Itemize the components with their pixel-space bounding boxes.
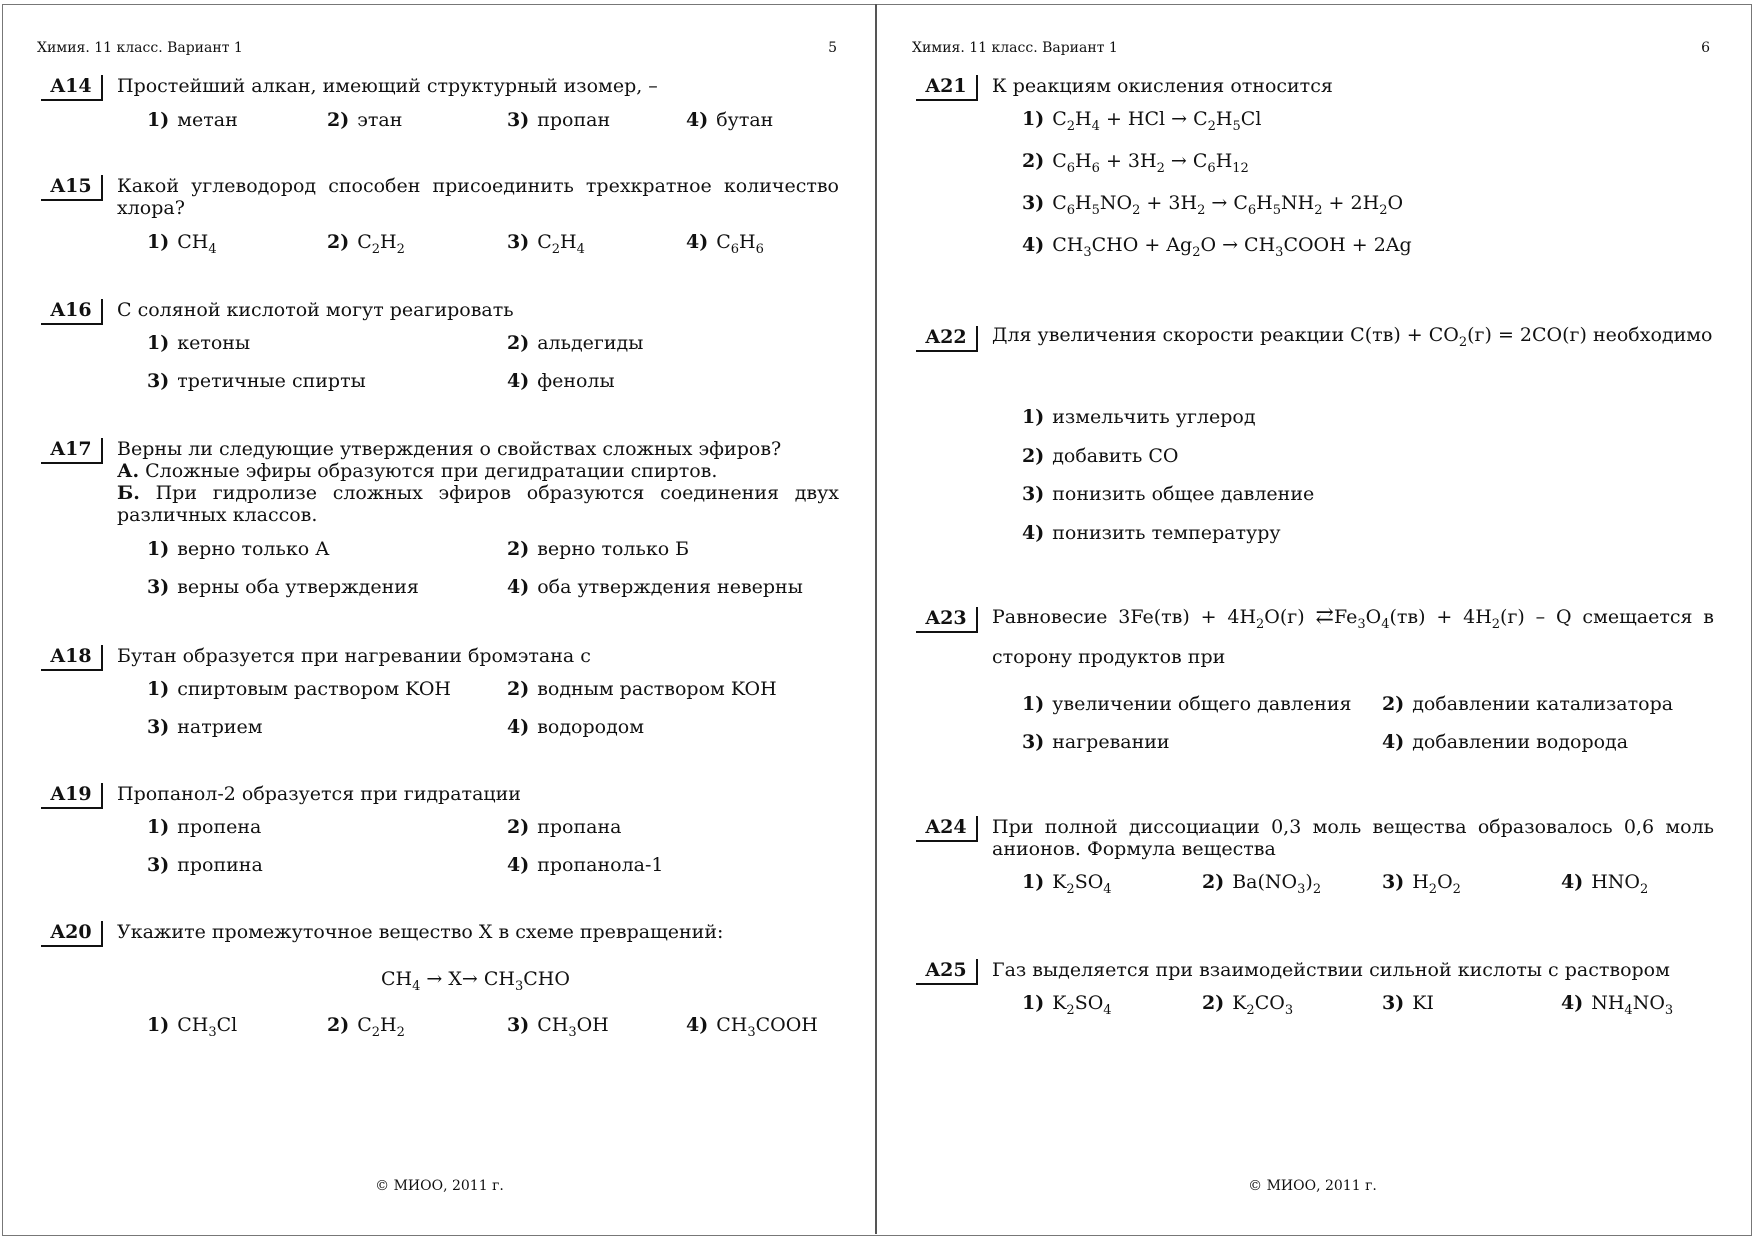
option-text: этан [357, 109, 403, 131]
option-formula: $C_2H_4$ [537, 231, 585, 257]
option-number: 3) [147, 370, 170, 392]
page-number: 5 [828, 40, 837, 56]
option-formula: $CH_3CHO + Ag_2O$ → $CH_3COOH + 2Ag$ [1052, 234, 1412, 260]
option-text: кетоны [177, 332, 251, 354]
option-text: метан [177, 109, 238, 131]
option-number: 2) [507, 538, 530, 560]
option-number: 4) [1022, 234, 1045, 256]
statement-b-label: Б. [117, 482, 140, 504]
option-number: 1) [1022, 108, 1045, 130]
option-text: понизить температуру [1052, 522, 1281, 544]
option-formula: $CH_3COOH$ [716, 1014, 818, 1040]
option-number: 2) [507, 332, 530, 354]
option-number: 4) [507, 716, 530, 738]
question-text: При полной диссоциации 0,3 моль вещества образовалось 0,6 моль анионов. Формула вещества [992, 816, 1714, 860]
option-number: 3) [1022, 192, 1045, 214]
option-number: 3) [147, 854, 170, 876]
option-number: 3) [507, 231, 530, 253]
option-number: 1) [1022, 406, 1045, 428]
option-text: фенолы [537, 370, 615, 392]
option-number: 3) [1022, 483, 1045, 505]
option-4[interactable] [1382, 731, 1628, 753]
option-number: 4) [507, 370, 530, 392]
option-2[interactable] [507, 816, 621, 838]
option-formula: $C_2H_4$ + HCl → $C_2H_5Cl$ [1052, 108, 1262, 134]
statement-b [117, 482, 839, 526]
option-2[interactable] [1382, 693, 1673, 715]
option-number: 4) [507, 576, 530, 598]
option-number: 3) [507, 1014, 530, 1036]
option-1[interactable] [147, 538, 330, 560]
page-header-title: Химия. 11 класс. Вариант 1 [912, 40, 1118, 56]
question-label: A19 [41, 783, 103, 809]
option-3[interactable] [147, 370, 366, 392]
page-footer: © МИОО, 2011 г. [1248, 1178, 1377, 1194]
option-number: 4) [1561, 871, 1584, 893]
left-page [4, 4, 875, 1234]
option-number: 4) [1382, 731, 1405, 753]
option-number: 1) [147, 109, 170, 131]
option-text: водным раствором KOH [537, 678, 777, 700]
option-1[interactable] [1022, 693, 1351, 715]
statement-a [117, 460, 839, 482]
option-text: спиртовым раствором KOH [177, 678, 451, 700]
question-text: К реакциям окисления относится [992, 75, 1333, 97]
option-2[interactable] [1202, 871, 1322, 897]
option-3[interactable] [1022, 483, 1314, 505]
option-number: 2) [327, 1014, 350, 1036]
option-2[interactable] [327, 109, 402, 131]
option-number: 3) [1382, 871, 1405, 893]
option-number: 2) [327, 231, 350, 253]
option-text: альдегиды [537, 332, 644, 354]
option-1[interactable] [147, 109, 238, 131]
option-number: 1) [1022, 871, 1045, 893]
option-text: третичные спирты [177, 370, 366, 392]
question-label: A22 [916, 326, 978, 352]
question-text: Какой углеводород способен присоединить трехкратное количество хлора? [117, 175, 839, 219]
option-text: пропена [177, 816, 262, 838]
option-2[interactable] [507, 332, 643, 354]
option-formula: $K_2CO_3$ [1232, 992, 1294, 1018]
transformation-scheme: $CH_4 \to X\to CH_3CHO$ [381, 968, 570, 994]
option-formula: $CH_4$ [177, 231, 217, 257]
option-number: 2) [1022, 445, 1045, 467]
question-text: Для увеличения скорости реакции $C(тв) + CO_2(г) = 2CO(г)$ необходимо [992, 324, 1713, 350]
option-formula: $CH_3Cl$ [177, 1014, 238, 1040]
question-text: Пропанол-2 образуется при гидратации [117, 783, 521, 805]
option-text: оба утверждения неверны [537, 576, 803, 598]
option-4[interactable] [507, 576, 803, 598]
option-4[interactable] [686, 109, 773, 131]
option-number: 4) [507, 854, 530, 876]
option-number: 2) [1202, 992, 1225, 1014]
option-3[interactable] [1382, 992, 1434, 1014]
option-text: пропанола-1 [537, 854, 664, 876]
option-formula: $C_2H_2$ [357, 1014, 405, 1040]
question-text: Газ выделяется при взаимодействии сильной кислоты с раствором [992, 959, 1670, 981]
option-formula: $CH_3OH$ [537, 1014, 609, 1040]
option-text: добавлении катализатора [1412, 693, 1674, 715]
option-2[interactable] [1022, 150, 1249, 176]
option-2[interactable] [507, 538, 689, 560]
equilibrium-arrow-icon: ⇄ [1315, 604, 1334, 629]
option-2[interactable] [327, 1014, 405, 1040]
question-label: A17 [41, 438, 103, 464]
option-number: 3) [1022, 731, 1045, 753]
option-1[interactable] [147, 678, 451, 700]
option-3[interactable] [507, 231, 585, 257]
option-text: измельчить углерод [1052, 406, 1256, 428]
option-number: 1) [1022, 992, 1045, 1014]
option-1[interactable] [1022, 871, 1112, 897]
option-number: 2) [1022, 150, 1045, 172]
option-number: 3) [507, 109, 530, 131]
option-number: 2) [1202, 871, 1225, 893]
option-4[interactable] [507, 716, 644, 738]
question-label: A15 [41, 175, 103, 201]
question-label: A18 [41, 645, 103, 671]
option-1[interactable] [147, 231, 217, 257]
option-text: добавить CO [1052, 445, 1179, 467]
option-4[interactable] [1561, 871, 1649, 897]
option-3[interactable] [1022, 192, 1404, 218]
option-formula: $HNO_2$ [1591, 871, 1649, 897]
option-formula: $C_6H_6$ [716, 231, 764, 257]
option-1[interactable] [147, 332, 250, 354]
option-text: пропана [537, 816, 622, 838]
option-number: 4) [686, 109, 709, 131]
question-label: A21 [916, 75, 978, 101]
option-number: 1) [1022, 693, 1045, 715]
option-4[interactable] [507, 854, 663, 876]
option-3[interactable] [147, 716, 263, 738]
option-1[interactable] [147, 816, 261, 838]
option-text: KI [1412, 992, 1434, 1014]
question-label: A14 [41, 75, 103, 101]
option-1[interactable] [147, 1014, 238, 1040]
option-2[interactable] [1202, 992, 1294, 1018]
option-formula: $NH_4NO_3$ [1591, 992, 1674, 1018]
question-body [117, 438, 839, 526]
question-label: A25 [916, 959, 978, 985]
option-2[interactable] [1022, 445, 1179, 467]
option-text: верны оба утверждения [177, 576, 419, 598]
option-number: 4) [686, 1014, 709, 1036]
option-4[interactable] [686, 231, 764, 257]
option-number: 1) [147, 816, 170, 838]
option-text: верно только Б [537, 538, 690, 560]
question-label: A23 [916, 607, 978, 633]
option-4[interactable] [1022, 234, 1412, 260]
option-text: верно только А [177, 538, 330, 560]
option-number: 2) [327, 109, 350, 131]
question-text: Бутан образуется при нагревании бромэтана с [117, 645, 591, 667]
question-text: Верны ли следующие утверждения о свойствах сложных эфиров? [117, 438, 782, 460]
option-number: 4) [1022, 522, 1045, 544]
option-text: бутан [716, 109, 774, 131]
option-text: понизить общее давление [1052, 483, 1315, 505]
statement-a-label: А. [117, 460, 140, 482]
option-number: 1) [147, 538, 170, 560]
question-text: Простейший алкан, имеющий структурный изомер, – [117, 75, 658, 97]
option-3[interactable] [147, 854, 263, 876]
option-number: 3) [1382, 992, 1405, 1014]
option-text: пропан [537, 109, 611, 131]
option-formula: $C_6H_5NO_2 + 3H_2 \to C_6H_5NH_2 + 2H_2O$ [1052, 192, 1404, 218]
option-text: натрием [177, 716, 263, 738]
question-label: A20 [41, 921, 103, 947]
question-label: A16 [41, 299, 103, 325]
option-number: 2) [1382, 693, 1405, 715]
option-number: 2) [507, 678, 530, 700]
option-4[interactable] [1022, 522, 1281, 544]
option-3[interactable] [507, 109, 610, 131]
option-number: 3) [147, 576, 170, 598]
option-number: 4) [686, 231, 709, 253]
option-number: 1) [147, 231, 170, 253]
option-formula: $H_2O_2$ [1412, 871, 1461, 897]
option-3[interactable] [507, 1014, 609, 1040]
right-page [877, 4, 1748, 1234]
option-text: водородом [537, 716, 645, 738]
option-2[interactable] [327, 231, 405, 257]
option-number: 1) [147, 332, 170, 354]
option-number: 4) [1561, 992, 1584, 1014]
option-3[interactable] [147, 576, 419, 598]
question-label: A24 [916, 816, 978, 842]
option-number: 2) [507, 816, 530, 838]
option-4[interactable] [686, 1014, 818, 1040]
question-text: Равновесие $3Fe(тв) + 4H_2O(г)$ $⇄Fe_3O_4(тв) + 4H_2(г) - Q$ смещается в сторону продуктов при [992, 604, 1714, 668]
option-text: добавлении водорода [1412, 731, 1629, 753]
page-footer: © МИОО, 2011 г. [375, 1178, 504, 1194]
question-text: Укажите промежуточное вещество X в схеме превращений: [117, 921, 724, 943]
option-4[interactable] [1561, 992, 1674, 1018]
page-header-title: Химия. 11 класс. Вариант 1 [37, 40, 243, 56]
option-text: увеличении общего давления [1052, 693, 1352, 715]
option-text: пропина [177, 854, 263, 876]
option-4[interactable] [507, 370, 615, 392]
option-number: 1) [147, 678, 170, 700]
option-1[interactable] [1022, 406, 1256, 428]
statement-b-text: При гидролизе сложных эфиров образуются соединения двух различных классов. [117, 482, 839, 526]
question-text: С соляной кислотой могут реагировать [117, 299, 514, 321]
option-3[interactable] [1382, 871, 1461, 897]
option-formula: $C_2H_2$ [357, 231, 405, 257]
option-formula: $C_6H_6 + 3H_2 \to C_6H_{12}$ [1052, 150, 1249, 176]
option-1[interactable] [1022, 108, 1262, 134]
option-number: 3) [147, 716, 170, 738]
option-3[interactable] [1022, 731, 1170, 753]
option-1[interactable] [1022, 992, 1112, 1018]
statement-a-text: Сложные эфиры образуются при дегидратации спиртов. [145, 460, 718, 482]
option-text: нагревании [1052, 731, 1170, 753]
option-formula: $K_2SO_4$ [1052, 871, 1112, 897]
option-number: 1) [147, 1014, 170, 1036]
page-number: 6 [1701, 40, 1710, 56]
option-2[interactable] [507, 678, 777, 700]
option-formula: $Ba(NO_3)_2$ [1232, 871, 1322, 897]
option-formula: $K_2SO_4$ [1052, 992, 1112, 1018]
